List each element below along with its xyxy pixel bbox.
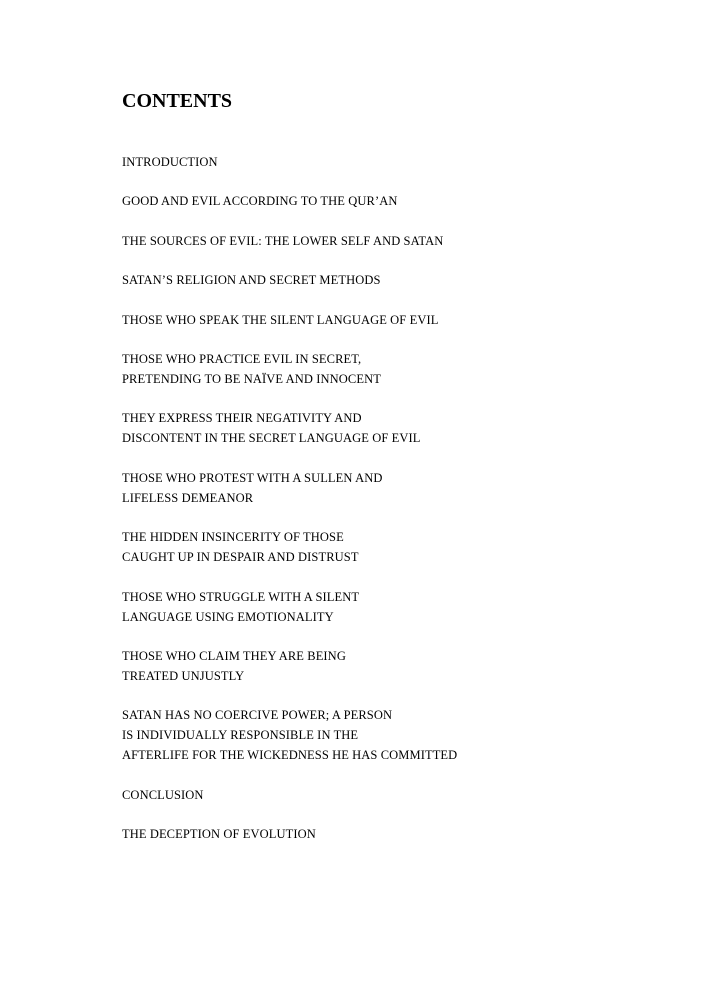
toc-entry (122, 646, 457, 686)
toc-entry-line: THOSE WHO CLAIM THEY ARE BEING (122, 648, 346, 663)
toc-entry-line: DISCONTENT IN THE SECRET LANGUAGE OF EVIL (122, 431, 421, 446)
toc-entry-line: INTRODUCTION (122, 155, 218, 169)
toc-entry (122, 527, 457, 567)
toc-entry-line: THE DECEPTION OF EVOLUTION (122, 827, 316, 842)
toc-entry (122, 785, 457, 805)
toc-entry (122, 705, 457, 765)
toc-entry-line: SATAN’S RELIGION AND SECRET METHODS (122, 273, 381, 288)
toc-entry (122, 270, 457, 290)
toc-entry-line: THE HIDDEN INSINCERITY OF THOSE (122, 530, 344, 545)
toc-entry (122, 310, 457, 330)
toc-entry (122, 152, 457, 172)
toc-entry-line: THOSE WHO SPEAK THE SILENT LANGUAGE OF EVIL (122, 312, 439, 327)
toc-entry-line: GOOD AND EVIL ACCORDING TO THE QUR’AN (122, 194, 398, 209)
toc-entry (122, 349, 457, 389)
toc-entry-line: THOSE WHO PROTEST WITH A SULLEN AND (122, 470, 383, 485)
table-of-contents (122, 152, 457, 863)
toc-entry-line: THEY EXPRESS THEIR NEGATIVITY AND (122, 411, 362, 426)
toc-entry-line: IS INDIVIDUALLY RESPONSIBLE IN THE (122, 728, 359, 743)
toc-entry (122, 191, 457, 211)
contents-heading: CONTENTS (122, 90, 233, 112)
toc-entry-line: LANGUAGE USING EMOTIONALITY (122, 609, 334, 624)
toc-entry-line: THE SOURCES OF EVIL: THE LOWER SELF AND SATAN (122, 233, 444, 248)
toc-entry-line: AFTERLIFE FOR THE WICKEDNESS HE HAS COMMITTED (122, 748, 458, 763)
toc-entry-line: THOSE WHO STRUGGLE WITH A SILENT (122, 589, 360, 604)
toc-entry-line: THOSE WHO PRACTICE EVIL IN SECRET, (122, 351, 362, 366)
toc-entry-line: LIFELESS DEMEANOR (122, 490, 254, 505)
toc-entry (122, 408, 457, 448)
toc-entry-line: SATAN HAS NO COERCIVE POWER; A PERSON (122, 708, 393, 723)
toc-entry (122, 824, 457, 844)
toc-entry-line: TREATED UNJUSTLY (122, 668, 245, 683)
toc-entry-line: CAUGHT UP IN DESPAIR AND DISTRUST (122, 550, 359, 565)
toc-entry-line: PRETENDING TO BE NAÏVE AND INNOCENT (122, 371, 381, 386)
toc-entry (122, 468, 457, 508)
toc-entry (122, 231, 457, 251)
toc-entry-line: CONCLUSION (122, 787, 204, 802)
toc-entry (122, 587, 457, 627)
